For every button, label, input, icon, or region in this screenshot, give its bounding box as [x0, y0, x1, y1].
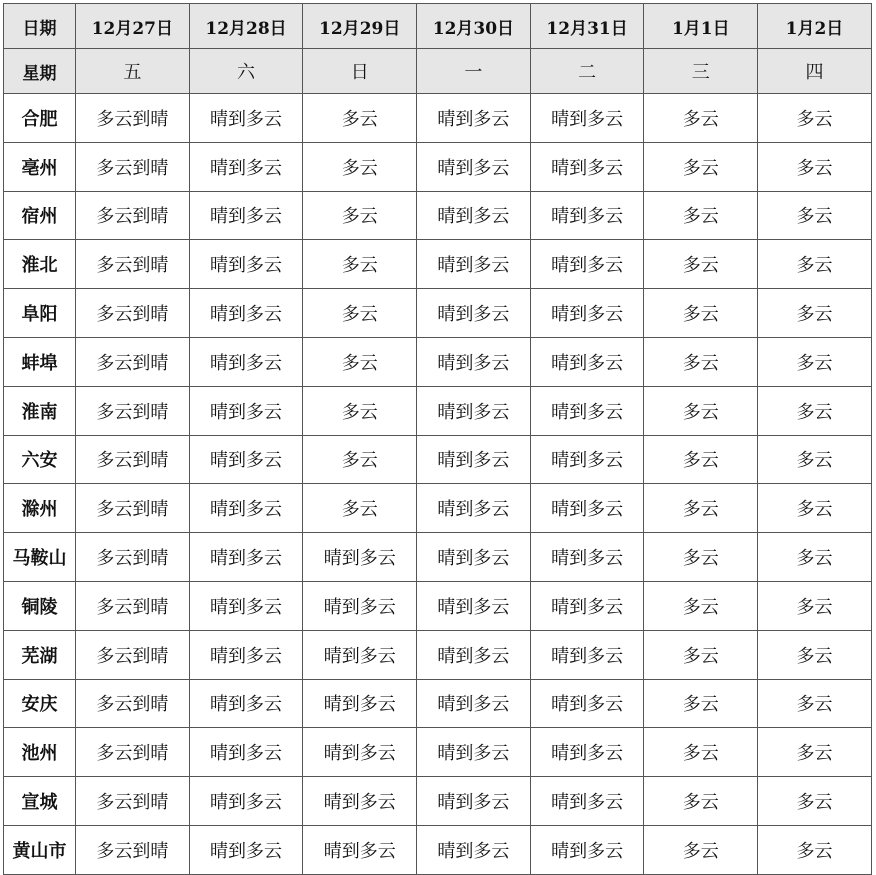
table-row	[4, 94, 872, 143]
forecast-cell: 多云到晴	[76, 337, 190, 386]
forecast-cell: 晴到多云	[417, 533, 531, 582]
forecast-cell: 多云	[303, 386, 417, 435]
forecast-cell: 晴到多云	[303, 533, 417, 582]
table-row	[4, 289, 872, 338]
forecast-cell: 晴到多云	[530, 777, 644, 826]
forecast-cell: 多云	[644, 581, 758, 630]
city-name: 宿州	[4, 191, 76, 240]
date-cell: 12月27日	[76, 4, 190, 49]
forecast-cell: 晴到多云	[530, 337, 644, 386]
forecast-cell: 多云到晴	[76, 728, 190, 777]
date-cell: 12月28日	[189, 4, 303, 49]
forecast-cell: 晴到多云	[189, 337, 303, 386]
forecast-cell: 晴到多云	[530, 435, 644, 484]
forecast-cell: 多云	[758, 484, 872, 533]
forecast-cell: 晴到多云	[303, 728, 417, 777]
forecast-cell: 多云到晴	[76, 825, 190, 874]
table-row	[4, 630, 872, 679]
forecast-cell: 晴到多云	[530, 240, 644, 289]
forecast-cell: 多云	[644, 630, 758, 679]
forecast-cell: 晴到多云	[303, 581, 417, 630]
forecast-cell: 晴到多云	[189, 777, 303, 826]
forecast-cell: 晴到多云	[417, 386, 531, 435]
forecast-cell: 晴到多云	[303, 630, 417, 679]
forecast-cell: 多云	[644, 94, 758, 143]
table-row	[4, 581, 872, 630]
forecast-cell: 晴到多云	[189, 435, 303, 484]
forecast-cell: 晴到多云	[417, 484, 531, 533]
city-name: 宣城	[4, 777, 76, 826]
city-name: 淮南	[4, 386, 76, 435]
forecast-cell: 晴到多云	[417, 777, 531, 826]
forecast-cell: 晴到多云	[417, 289, 531, 338]
forecast-cell: 晴到多云	[189, 728, 303, 777]
forecast-cell: 多云	[644, 484, 758, 533]
city-name: 阜阳	[4, 289, 76, 338]
forecast-cell: 多云到晴	[76, 94, 190, 143]
forecast-cell: 多云	[303, 289, 417, 338]
forecast-cell: 晴到多云	[303, 825, 417, 874]
forecast-cell: 晴到多云	[303, 777, 417, 826]
forecast-cell: 多云	[644, 435, 758, 484]
forecast-cell: 多云	[758, 94, 872, 143]
table-row	[4, 386, 872, 435]
forecast-cell: 晴到多云	[530, 289, 644, 338]
forecast-cell: 晴到多云	[189, 533, 303, 582]
forecast-cell: 晴到多云	[530, 142, 644, 191]
table-row	[4, 142, 872, 191]
date-cell: 12月31日	[530, 4, 644, 49]
forecast-cell: 多云	[758, 435, 872, 484]
weekday-cell: 三	[644, 49, 758, 94]
forecast-cell: 多云	[303, 191, 417, 240]
forecast-cell: 多云	[644, 142, 758, 191]
table-row	[4, 337, 872, 386]
weekday-cell: 一	[417, 49, 531, 94]
forecast-cell: 多云	[644, 777, 758, 826]
city-name: 马鞍山	[4, 533, 76, 582]
forecast-cell: 多云到晴	[76, 142, 190, 191]
forecast-cell: 晴到多云	[189, 679, 303, 728]
forecast-cell: 晴到多云	[530, 386, 644, 435]
table-row	[4, 240, 872, 289]
forecast-cell: 多云	[644, 289, 758, 338]
weekday-cell: 六	[189, 49, 303, 94]
table-row	[4, 679, 872, 728]
forecast-cell: 晴到多云	[417, 191, 531, 240]
forecast-cell: 多云	[758, 289, 872, 338]
forecast-cell: 多云	[758, 630, 872, 679]
forecast-cell: 多云	[303, 142, 417, 191]
forecast-cell: 多云	[644, 825, 758, 874]
city-name: 铜陵	[4, 581, 76, 630]
city-name: 黄山市	[4, 825, 76, 874]
forecast-cell: 晴到多云	[189, 191, 303, 240]
forecast-cell: 多云	[303, 435, 417, 484]
forecast-cell: 多云到晴	[76, 484, 190, 533]
forecast-cell: 晴到多云	[417, 142, 531, 191]
forecast-cell: 多云到晴	[76, 386, 190, 435]
table-row	[4, 825, 872, 874]
date-cell: 12月30日	[417, 4, 531, 49]
forecast-cell: 多云	[644, 191, 758, 240]
forecast-cell: 多云	[758, 825, 872, 874]
forecast-cell: 多云	[644, 386, 758, 435]
forecast-cell: 晴到多云	[417, 337, 531, 386]
forecast-cell: 晴到多云	[189, 581, 303, 630]
forecast-cell: 晴到多云	[189, 386, 303, 435]
city-name: 淮北	[4, 240, 76, 289]
table-row	[4, 533, 872, 582]
forecast-cell: 多云到晴	[76, 679, 190, 728]
forecast-cell: 晴到多云	[189, 142, 303, 191]
forecast-cell: 多云到晴	[76, 581, 190, 630]
forecast-cell: 晴到多云	[530, 825, 644, 874]
city-name: 芜湖	[4, 630, 76, 679]
forecast-cell: 多云到晴	[76, 777, 190, 826]
weekday-cell: 日	[303, 49, 417, 94]
forecast-cell: 晴到多云	[189, 289, 303, 338]
forecast-cell: 多云	[758, 386, 872, 435]
forecast-cell: 多云到晴	[76, 289, 190, 338]
forecast-cell: 晴到多云	[530, 484, 644, 533]
city-name: 合肥	[4, 94, 76, 143]
weather-forecast-table	[3, 3, 872, 875]
date-cell: 1月1日	[644, 4, 758, 49]
forecast-cell: 多云	[644, 240, 758, 289]
forecast-cell: 多云	[644, 728, 758, 777]
forecast-cell: 多云	[758, 533, 872, 582]
city-name: 蚌埠	[4, 337, 76, 386]
forecast-cell: 多云	[303, 240, 417, 289]
forecast-cell: 晴到多云	[530, 533, 644, 582]
date-header-row	[4, 4, 872, 49]
forecast-cell: 多云	[758, 142, 872, 191]
weekday-label: 星期	[4, 49, 76, 94]
table-row	[4, 191, 872, 240]
forecast-cell: 多云	[644, 679, 758, 728]
forecast-cell: 多云	[303, 94, 417, 143]
forecast-cell: 晴到多云	[417, 240, 531, 289]
forecast-cell: 多云	[303, 484, 417, 533]
forecast-cell: 晴到多云	[189, 825, 303, 874]
forecast-cell: 晴到多云	[417, 679, 531, 728]
forecast-cell: 晴到多云	[530, 679, 644, 728]
forecast-cell: 多云到晴	[76, 630, 190, 679]
forecast-cell: 多云到晴	[76, 435, 190, 484]
forecast-cell: 多云	[758, 240, 872, 289]
forecast-cell: 多云	[758, 337, 872, 386]
forecast-cell: 晴到多云	[530, 191, 644, 240]
forecast-cell: 晴到多云	[189, 94, 303, 143]
forecast-cell: 多云	[303, 337, 417, 386]
forecast-cell: 晴到多云	[189, 630, 303, 679]
forecast-cell: 多云到晴	[76, 533, 190, 582]
forecast-cell: 多云	[758, 679, 872, 728]
table-row	[4, 484, 872, 533]
forecast-cell: 多云	[758, 191, 872, 240]
weekday-header-row	[4, 49, 872, 94]
forecast-cell: 晴到多云	[417, 94, 531, 143]
forecast-cell: 晴到多云	[530, 728, 644, 777]
weekday-cell: 五	[76, 49, 190, 94]
forecast-cell: 多云	[644, 533, 758, 582]
forecast-cell: 多云	[644, 337, 758, 386]
forecast-cell: 晴到多云	[417, 728, 531, 777]
forecast-cell: 多云到晴	[76, 240, 190, 289]
forecast-cell: 晴到多云	[530, 94, 644, 143]
forecast-cell: 晴到多云	[530, 581, 644, 630]
forecast-cell: 晴到多云	[303, 679, 417, 728]
city-name: 池州	[4, 728, 76, 777]
table-row	[4, 435, 872, 484]
forecast-cell: 晴到多云	[417, 630, 531, 679]
forecast-cell: 晴到多云	[417, 435, 531, 484]
forecast-cell: 多云到晴	[76, 191, 190, 240]
forecast-cell: 多云	[758, 581, 872, 630]
forecast-cell: 晴到多云	[189, 240, 303, 289]
date-label: 日期	[4, 4, 76, 49]
table-row	[4, 728, 872, 777]
forecast-cell: 多云	[758, 728, 872, 777]
city-name: 安庆	[4, 679, 76, 728]
city-name: 滁州	[4, 484, 76, 533]
date-cell: 1月2日	[758, 4, 872, 49]
forecast-cell: 晴到多云	[417, 581, 531, 630]
city-name: 亳州	[4, 142, 76, 191]
weekday-cell: 四	[758, 49, 872, 94]
date-cell: 12月29日	[303, 4, 417, 49]
forecast-cell: 多云	[758, 777, 872, 826]
city-name: 六安	[4, 435, 76, 484]
forecast-cell: 晴到多云	[417, 825, 531, 874]
weekday-cell: 二	[530, 49, 644, 94]
forecast-cell: 晴到多云	[189, 484, 303, 533]
table-row	[4, 777, 872, 826]
forecast-cell: 晴到多云	[530, 630, 644, 679]
